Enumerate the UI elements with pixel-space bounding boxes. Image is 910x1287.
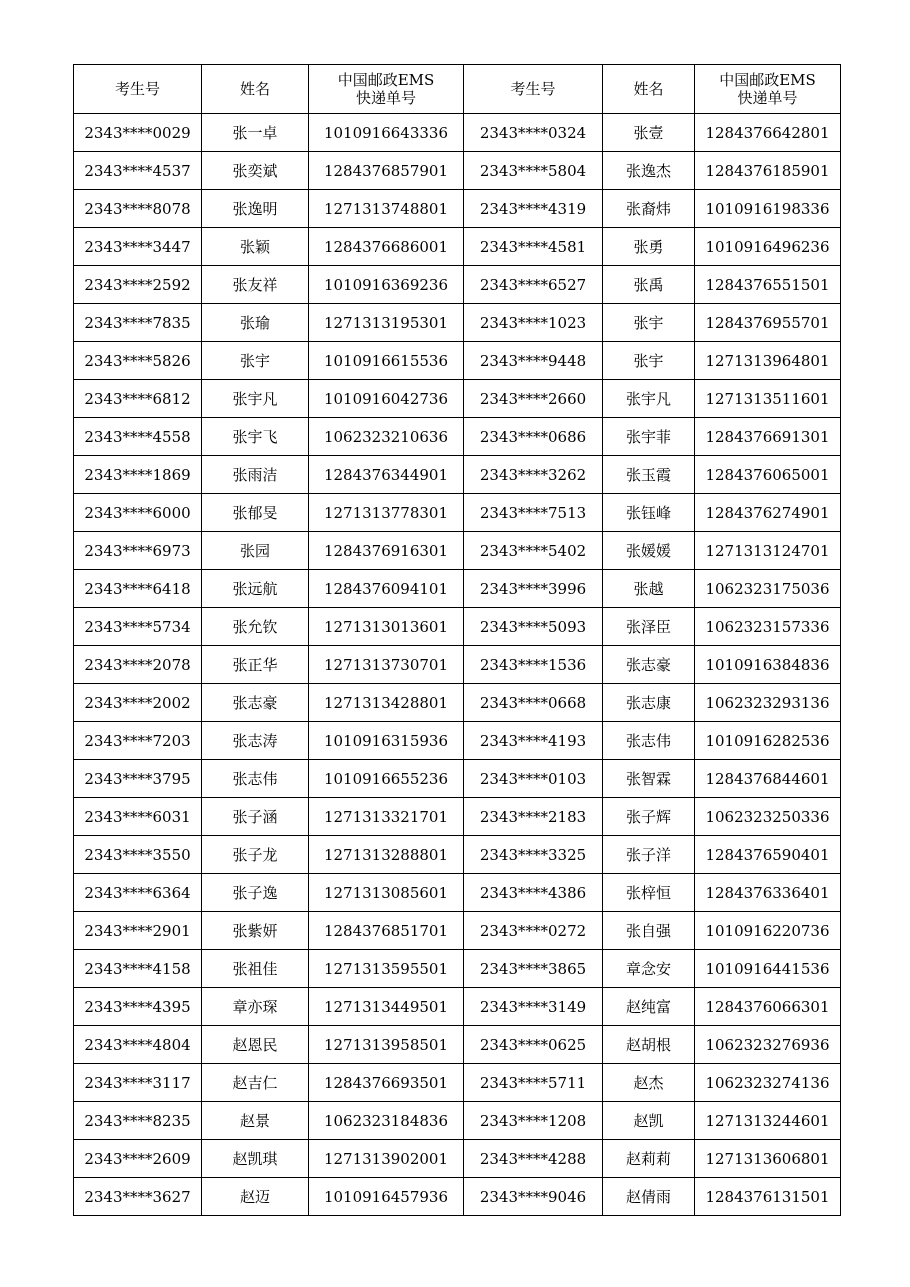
name-cell: 张壹 <box>603 114 695 152</box>
exam-id-cell: 2343****3447 <box>74 228 202 266</box>
name-cell: 张正华 <box>202 646 309 684</box>
name-cell: 赵莉莉 <box>603 1140 695 1178</box>
name-cell: 张友祥 <box>202 266 309 304</box>
name-cell: 张宇菲 <box>603 418 695 456</box>
ems-number-cell: 1284376642801 <box>695 114 841 152</box>
exam-id-cell: 2343****5093 <box>464 608 603 646</box>
ems-number-cell: 1062323293136 <box>695 684 841 722</box>
ems-number-cell: 1271313902001 <box>309 1140 464 1178</box>
table-row <box>74 874 841 912</box>
name-cell: 赵凯 <box>603 1102 695 1140</box>
exam-id-cell: 2343****4193 <box>464 722 603 760</box>
ems-number-cell: 1271313013601 <box>309 608 464 646</box>
table-body <box>74 114 841 1216</box>
table-row <box>74 1178 841 1216</box>
name-cell: 张子逸 <box>202 874 309 912</box>
name-cell: 张志涛 <box>202 722 309 760</box>
exam-id-cell: 2343****3262 <box>464 456 603 494</box>
ems-number-cell: 1284376686001 <box>309 228 464 266</box>
exam-id-cell: 2343****4395 <box>74 988 202 1026</box>
ems-number-cell: 1062323157336 <box>695 608 841 646</box>
name-cell: 张媛媛 <box>603 532 695 570</box>
name-cell: 张禹 <box>603 266 695 304</box>
header-name-right: 姓名 <box>603 65 695 114</box>
header-row <box>74 65 841 114</box>
exam-id-cell: 2343****5804 <box>464 152 603 190</box>
ems-number-cell: 1284376066301 <box>695 988 841 1026</box>
ems-number-cell: 1271313964801 <box>695 342 841 380</box>
name-cell: 赵吉仁 <box>202 1064 309 1102</box>
name-cell: 张志伟 <box>202 760 309 798</box>
exam-id-cell: 2343****0103 <box>464 760 603 798</box>
exam-id-cell: 2343****4158 <box>74 950 202 988</box>
ems-number-cell: 1271313606801 <box>695 1140 841 1178</box>
table-row <box>74 304 841 342</box>
table-row <box>74 608 841 646</box>
table-row <box>74 266 841 304</box>
exam-id-cell: 2343****0029 <box>74 114 202 152</box>
ems-number-cell: 1271313244601 <box>695 1102 841 1140</box>
table-row <box>74 570 841 608</box>
name-cell: 张奕斌 <box>202 152 309 190</box>
exam-id-cell: 2343****6000 <box>74 494 202 532</box>
name-cell: 赵恩民 <box>202 1026 309 1064</box>
ems-number-cell: 1010916655236 <box>309 760 464 798</box>
name-cell: 张宇凡 <box>603 380 695 418</box>
name-cell: 赵杰 <box>603 1064 695 1102</box>
ems-number-cell: 1010916384836 <box>695 646 841 684</box>
name-cell: 张园 <box>202 532 309 570</box>
ems-number-cell: 1271313288801 <box>309 836 464 874</box>
name-cell: 张颖 <box>202 228 309 266</box>
exam-id-cell: 2343****2002 <box>74 684 202 722</box>
table-row <box>74 798 841 836</box>
ems-number-cell: 1284376274901 <box>695 494 841 532</box>
ems-number-cell: 1010916441536 <box>695 950 841 988</box>
exam-id-cell: 2343****2609 <box>74 1140 202 1178</box>
exam-id-cell: 2343****4537 <box>74 152 202 190</box>
table-header <box>74 65 841 114</box>
table-row <box>74 380 841 418</box>
header-exam-id-left: 考生号 <box>74 65 202 114</box>
table-row <box>74 342 841 380</box>
exam-id-cell: 2343****8078 <box>74 190 202 228</box>
table-row <box>74 988 841 1026</box>
exam-id-cell: 2343****4386 <box>464 874 603 912</box>
exam-id-cell: 2343****5402 <box>464 532 603 570</box>
name-cell: 张志豪 <box>603 646 695 684</box>
name-cell: 张智霖 <box>603 760 695 798</box>
exam-id-cell: 2343****2183 <box>464 798 603 836</box>
exam-id-cell: 2343****0324 <box>464 114 603 152</box>
name-cell: 张子辉 <box>603 798 695 836</box>
ems-number-cell: 1284376336401 <box>695 874 841 912</box>
ems-number-cell: 1271313449501 <box>309 988 464 1026</box>
ems-number-cell: 1284376955701 <box>695 304 841 342</box>
table-row <box>74 950 841 988</box>
ems-number-cell: 1010916369236 <box>309 266 464 304</box>
name-cell: 赵凯琪 <box>202 1140 309 1178</box>
ems-number-cell: 1062323276936 <box>695 1026 841 1064</box>
name-cell: 张钰峰 <box>603 494 695 532</box>
exam-id-cell: 2343****3996 <box>464 570 603 608</box>
name-cell: 赵迈 <box>202 1178 309 1216</box>
exam-id-cell: 2343****3865 <box>464 950 603 988</box>
exam-id-cell: 2343****1023 <box>464 304 603 342</box>
table-row <box>74 1102 841 1140</box>
ems-number-cell: 1284376344901 <box>309 456 464 494</box>
exam-id-cell: 2343****2660 <box>464 380 603 418</box>
exam-id-cell: 2343****5711 <box>464 1064 603 1102</box>
ems-number-cell: 1284376185901 <box>695 152 841 190</box>
table-row <box>74 418 841 456</box>
ems-number-cell: 1284376590401 <box>695 836 841 874</box>
exam-id-cell: 2343****8235 <box>74 1102 202 1140</box>
ems-number-cell: 1284376857901 <box>309 152 464 190</box>
exam-id-cell: 2343****7513 <box>464 494 603 532</box>
ems-number-cell: 1062323175036 <box>695 570 841 608</box>
header-ems-number-right: 中国邮政EMS 快递单号 <box>695 65 841 114</box>
ems-number-cell: 1284376844601 <box>695 760 841 798</box>
table-row <box>74 114 841 152</box>
name-cell: 张一卓 <box>202 114 309 152</box>
ems-number-cell: 1271313428801 <box>309 684 464 722</box>
ems-number-cell: 1010916496236 <box>695 228 841 266</box>
exam-id-cell: 2343****2592 <box>74 266 202 304</box>
ems-number-cell: 1284376094101 <box>309 570 464 608</box>
name-cell: 章念安 <box>603 950 695 988</box>
name-cell: 张远航 <box>202 570 309 608</box>
exam-id-cell: 2343****7835 <box>74 304 202 342</box>
ems-number-cell: 1010916457936 <box>309 1178 464 1216</box>
name-cell: 张玉霞 <box>603 456 695 494</box>
ems-number-cell: 1284376693501 <box>309 1064 464 1102</box>
name-cell: 张紫妍 <box>202 912 309 950</box>
name-cell: 张宇飞 <box>202 418 309 456</box>
exam-id-cell: 2343****0686 <box>464 418 603 456</box>
ems-number-cell: 1284376691301 <box>695 418 841 456</box>
exam-id-cell: 2343****6973 <box>74 532 202 570</box>
exam-id-cell: 2343****0625 <box>464 1026 603 1064</box>
table-row <box>74 1064 841 1102</box>
table-row <box>74 190 841 228</box>
ems-number-cell: 1284376065001 <box>695 456 841 494</box>
exam-id-cell: 2343****6812 <box>74 380 202 418</box>
name-cell: 张逸明 <box>202 190 309 228</box>
ems-number-cell: 1271313195301 <box>309 304 464 342</box>
exam-id-cell: 2343****6031 <box>74 798 202 836</box>
ems-number-cell: 1062323184836 <box>309 1102 464 1140</box>
exam-id-cell: 2343****3117 <box>74 1064 202 1102</box>
name-cell: 张祖佳 <box>202 950 309 988</box>
ems-number-cell: 1010916615536 <box>309 342 464 380</box>
name-cell: 赵胡根 <box>603 1026 695 1064</box>
ems-number-cell: 1010916198336 <box>695 190 841 228</box>
header-exam-id-right: 考生号 <box>464 65 603 114</box>
exam-id-cell: 2343****2901 <box>74 912 202 950</box>
ems-number-cell: 1010916042736 <box>309 380 464 418</box>
ems-number-cell: 1284376916301 <box>309 532 464 570</box>
name-cell: 张宇凡 <box>202 380 309 418</box>
table-row <box>74 722 841 760</box>
exam-id-cell: 2343****4288 <box>464 1140 603 1178</box>
exam-id-cell: 2343****6418 <box>74 570 202 608</box>
ems-number-cell: 1271313511601 <box>695 380 841 418</box>
ems-number-cell: 1271313778301 <box>309 494 464 532</box>
exam-id-cell: 2343****6364 <box>74 874 202 912</box>
ems-number-cell: 1010916315936 <box>309 722 464 760</box>
exam-id-cell: 2343****4581 <box>464 228 603 266</box>
table-row <box>74 228 841 266</box>
table-row <box>74 684 841 722</box>
ems-number-cell: 1271313958501 <box>309 1026 464 1064</box>
name-cell: 张裔炜 <box>603 190 695 228</box>
exam-id-cell: 2343****0272 <box>464 912 603 950</box>
name-cell: 张雨洁 <box>202 456 309 494</box>
name-cell: 赵倩雨 <box>603 1178 695 1216</box>
table-row <box>74 532 841 570</box>
name-cell: 张宇 <box>202 342 309 380</box>
name-cell: 张勇 <box>603 228 695 266</box>
name-cell: 张梓恒 <box>603 874 695 912</box>
name-cell: 张郁旻 <box>202 494 309 532</box>
exam-id-cell: 2343****3550 <box>74 836 202 874</box>
exam-id-cell: 2343****3795 <box>74 760 202 798</box>
exam-id-cell: 2343****7203 <box>74 722 202 760</box>
table-row <box>74 494 841 532</box>
table-row <box>74 152 841 190</box>
table-row <box>74 456 841 494</box>
name-cell: 张逸杰 <box>603 152 695 190</box>
name-cell: 张瑜 <box>202 304 309 342</box>
ems-number-cell: 1010916643336 <box>309 114 464 152</box>
name-cell: 赵纯富 <box>603 988 695 1026</box>
table-row <box>74 760 841 798</box>
exam-id-cell: 2343****4804 <box>74 1026 202 1064</box>
ems-number-cell: 1271313595501 <box>309 950 464 988</box>
exam-id-cell: 2343****9046 <box>464 1178 603 1216</box>
exam-id-cell: 2343****0668 <box>464 684 603 722</box>
exam-id-cell: 2343****3325 <box>464 836 603 874</box>
exam-id-cell: 2343****1208 <box>464 1102 603 1140</box>
table-row <box>74 1140 841 1178</box>
ems-tracking-table <box>73 64 841 1216</box>
table-row <box>74 836 841 874</box>
exam-id-cell: 2343****1536 <box>464 646 603 684</box>
exam-id-cell: 2343****4558 <box>74 418 202 456</box>
exam-id-cell: 2343****3149 <box>464 988 603 1026</box>
name-cell: 张宇 <box>603 304 695 342</box>
name-cell: 张志康 <box>603 684 695 722</box>
name-cell: 张志豪 <box>202 684 309 722</box>
exam-id-cell: 2343****9448 <box>464 342 603 380</box>
exam-id-cell: 2343****3627 <box>74 1178 202 1216</box>
name-cell: 赵景 <box>202 1102 309 1140</box>
header-name-left: 姓名 <box>202 65 309 114</box>
ems-number-cell: 1010916282536 <box>695 722 841 760</box>
ems-number-cell: 1271313748801 <box>309 190 464 228</box>
name-cell: 张泽臣 <box>603 608 695 646</box>
ems-number-cell: 1062323210636 <box>309 418 464 456</box>
ems-number-cell: 1271313085601 <box>309 874 464 912</box>
ems-number-cell: 1284376131501 <box>695 1178 841 1216</box>
header-ems-number-left: 中国邮政EMS 快递单号 <box>309 65 464 114</box>
exam-id-cell: 2343****6527 <box>464 266 603 304</box>
name-cell: 张子洋 <box>603 836 695 874</box>
ems-number-cell: 1062323274136 <box>695 1064 841 1102</box>
ems-number-cell: 1271313730701 <box>309 646 464 684</box>
name-cell: 张子涵 <box>202 798 309 836</box>
table-row <box>74 912 841 950</box>
table-row <box>74 1026 841 1064</box>
ems-number-cell: 1010916220736 <box>695 912 841 950</box>
ems-number-cell: 1062323250336 <box>695 798 841 836</box>
name-cell: 张允钦 <box>202 608 309 646</box>
ems-number-cell: 1271313321701 <box>309 798 464 836</box>
exam-id-cell: 2343****2078 <box>74 646 202 684</box>
ems-number-cell: 1284376851701 <box>309 912 464 950</box>
name-cell: 张宇 <box>603 342 695 380</box>
name-cell: 张自强 <box>603 912 695 950</box>
exam-id-cell: 2343****5826 <box>74 342 202 380</box>
exam-id-cell: 2343****5734 <box>74 608 202 646</box>
name-cell: 张越 <box>603 570 695 608</box>
name-cell: 张志伟 <box>603 722 695 760</box>
name-cell: 章亦琛 <box>202 988 309 1026</box>
exam-id-cell: 2343****1869 <box>74 456 202 494</box>
table-row <box>74 646 841 684</box>
ems-number-cell: 1284376551501 <box>695 266 841 304</box>
ems-number-cell: 1271313124701 <box>695 532 841 570</box>
name-cell: 张子龙 <box>202 836 309 874</box>
exam-id-cell: 2343****4319 <box>464 190 603 228</box>
